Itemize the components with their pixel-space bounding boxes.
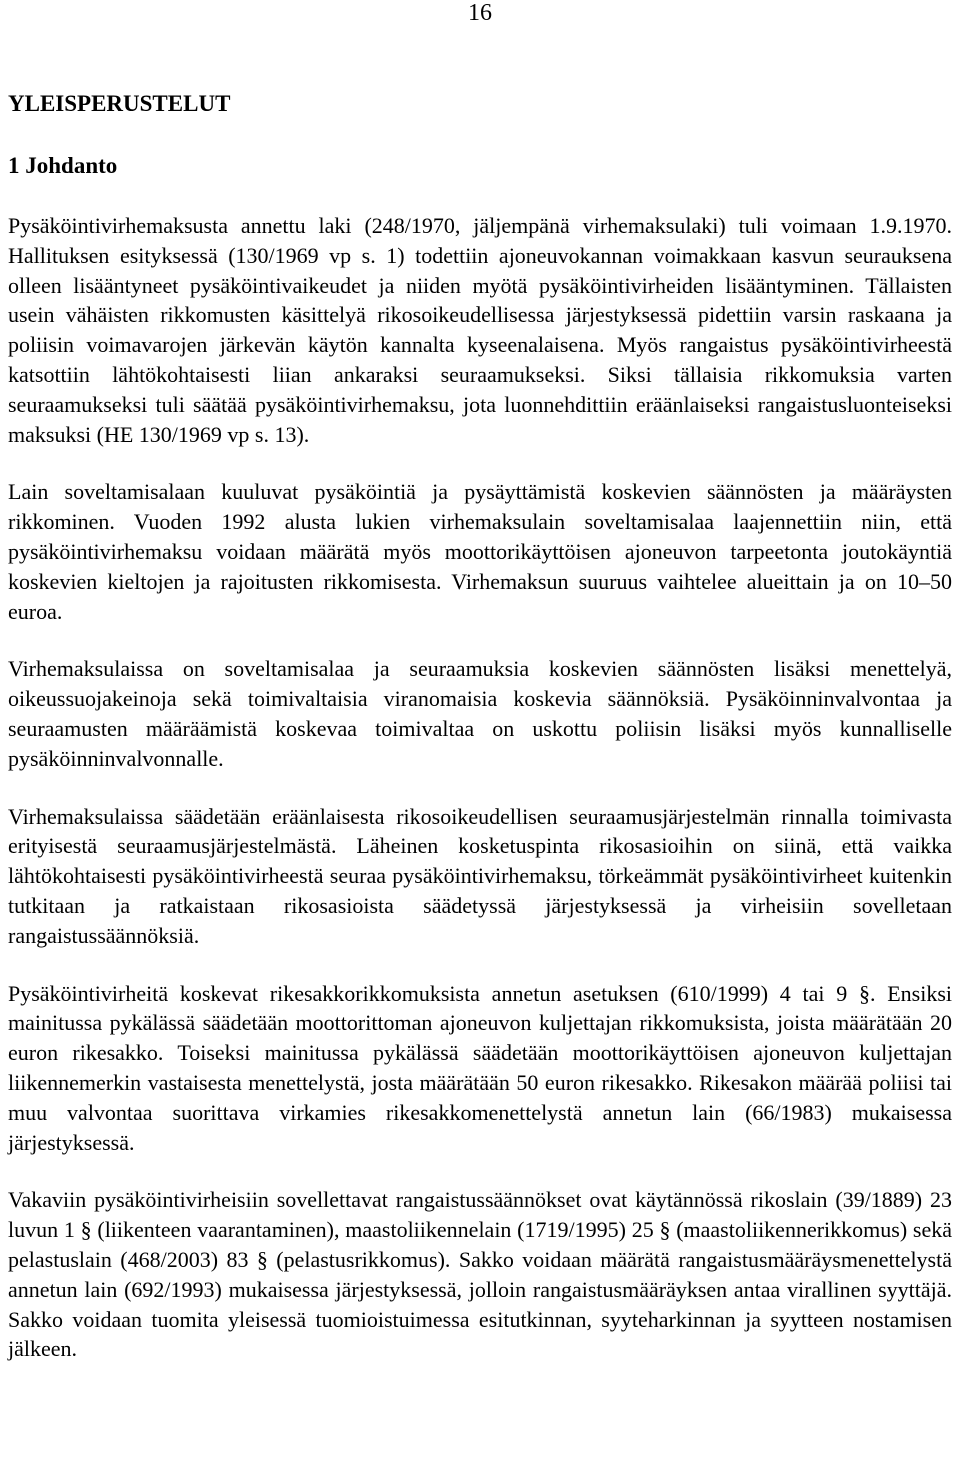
paragraph-6: Vakaviin pysäköintivirheisiin sovellettavat rangaistussäännökset ovat käytännössä rikoslain (39/1889) 23 luvun 1 § (liikenteen vaarantaminen), maastoliikennelain (1719/1995) 25 § (maastoliikennerikkomus) sekä pelastuslain (468/2003) 83 § (pelastusrikkomus). Sakko voidaan määrätä rangaistusmääräysmenettelystä annetun lain (692/1993) mukaisessa järjestyksessä, jolloin rangaistusmääräyksen antaa virallinen syyttäjä. Sakko voidaan tuomita yleisessä tuomioistuimessa esitutkinnan, syyteharkinnan ja syytteen nostamisen jälkeen. [8, 1187, 952, 1362]
paragraph-4: Virhemaksulaissa säädetään eräänlaisesta rikosoikeudellisen seuraamusjärjestelmän rinnalla toimivasta erityisestä seuraamusjärjestelmästä. Läheinen kosketuspinta rikosasioihin on siinä, että vaikka lähtökohtaisesti pysäköintivirheestä seuraa pysäköintivirhemaksu, törkeämmät pysäköintivirheet kuitenkin tutkitaan ja ratkaistaan rikosasioista säädetyssä järjestyksessä ja virheisiin sovelletaan rangaistussäännöksiä. [8, 803, 952, 948]
section-heading: YLEISPERUSTELUT [8, 91, 231, 116]
paragraph-2: Lain soveltamisalaan kuuluvat pysäköintiä ja pysäyttämistä koskevien säännösten ja määräysten rikkominen. Vuoden 1992 alusta lukien virhemaksulain soveltamisalaa laajennettiin niin, että pysäköintivirhemaksu voidaan määrätä myös moottorikäyttöisen ajoneuvon tarpeetonta joutokäyntiä koskevien kieltojen ja rajoitusten rikkomisesta. Virhemaksun suuruus vaihtelee alueittain ja on 10–50 euroa. [8, 479, 952, 624]
paragraph-5: Pysäköintivirheitä koskevat rikesakkorikkomuksista annetun asetuksen (610/1999) 4 tai 9 §. Ensiksi mainitussa pykälässä säädetään moottorittoman ajoneuvon kuljettajan rikkomuksista, joista määrätään 20 euron rikesakko. Toiseksi mainitussa pykälässä säädetään moottorikäyttöisen ajoneuvon kuljettajan liikennemerkin vastaisesta menettelystä, josta määrätään 50 euron rikesakko. Rikesakon määrää poliisi tai muu valvontaa suorittava virkamies rikesakkomenettelystä annetun lain (66/1983) mukaisessa järjestyksessä. [8, 980, 952, 1155]
chapter-heading: 1 Johdanto [8, 153, 118, 178]
page-number: 16 [468, 0, 492, 26]
body-text [8, 211, 952, 1392]
paragraph-3: Virhemaksulaissa on soveltamisalaa ja seuraamuksia koskevien säännösten lisäksi menettelyä, oikeussuojakeinoja sekä toimivaltaisia viranomaisia koskevia säännöksiä. Pysäköinninvalvontaa ja seuraamusten määräämistä koskevaa toimivaltaa on uskottu poliisin lisäksi myös kunnalliselle pysäköinninvalvonnalle. [8, 656, 952, 771]
paragraph-1: Pysäköintivirhemaksusta annettu laki (248/1970, jäljempänä virhemaksulaki) tuli voimaan 1.9.1970. Hallituksen esityksessä (130/1969 vp s. 1) todettiin ajoneuvokannan voimakkaan kasvun seurauksena olleen lisääntyneet pysäköintivaikeudet ja niiden myötä pysäköintivirheiden lisääntyminen. Tällaisten usein vähäisten rikkomusten käsittelyä rikosoikeudellisessa järjestyksessä pidettiin varsin raskaana ja poliisin voimavarojen järkevän käytön kannalta kyseenalaisena. Myös rangaistus pysäköintivirheestä katsottiin lähtökohtaisesti liian ankaraksi seuraamukseksi. Siksi tällaisia rikkomuksia varten seuraamukseksi tuli säätää pysäköintivirhemaksu, jota luonnehdittiin eräänlaiseksi rangaistusluonteiseksi maksuksi (HE 130/1969 vp s. 13). [8, 213, 952, 447]
